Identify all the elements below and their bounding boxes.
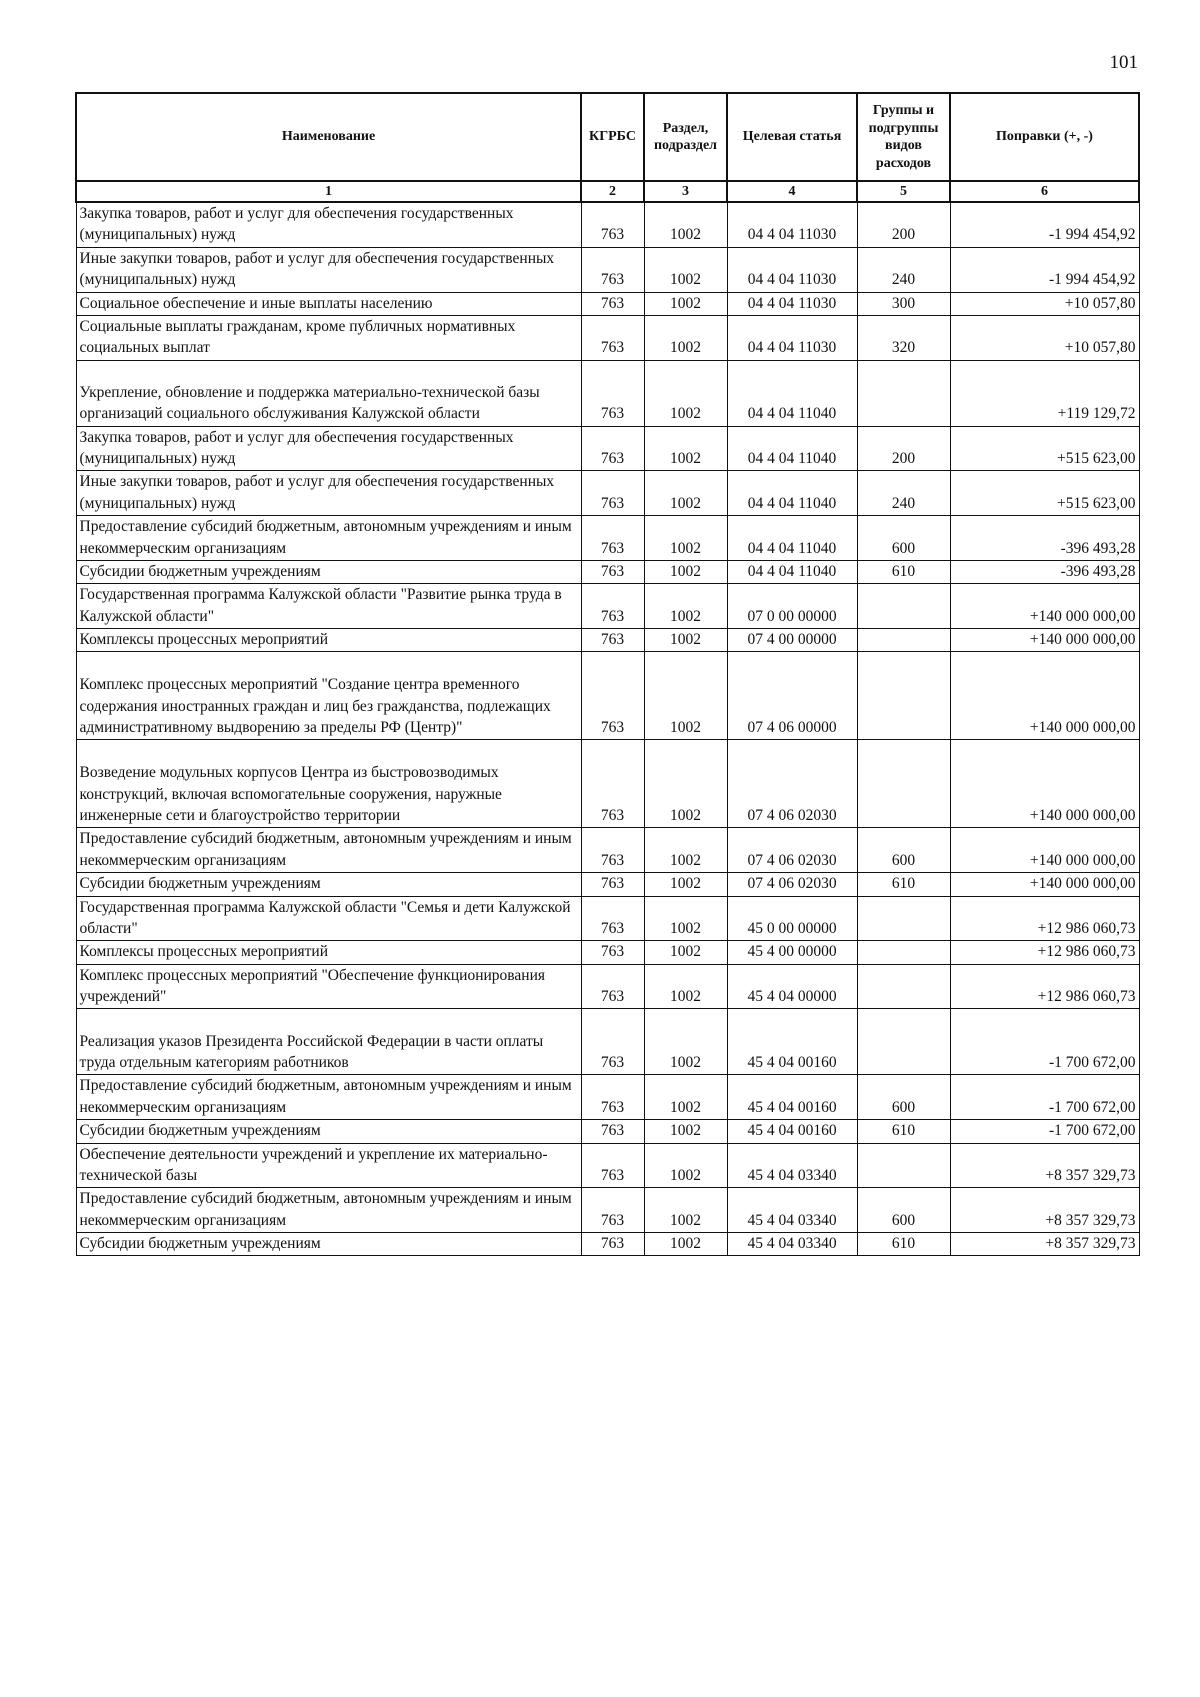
- cell-amount: +140 000 000,00: [950, 652, 1139, 740]
- cell-group: 610: [857, 1120, 950, 1143]
- cell-section: 1002: [644, 1120, 727, 1143]
- cell-kgrbs: 763: [581, 1120, 644, 1143]
- table-row: [76, 1075, 1139, 1120]
- column-number: 4: [727, 181, 857, 202]
- header-group: Группы и подгруппы видов расходов: [857, 93, 950, 181]
- cell-name: Социальное обеспечение и иные выплаты населению: [76, 292, 581, 315]
- cell-name: Комплекс процессных мероприятий "Обеспечение функционирования учреждений": [76, 964, 581, 1009]
- cell-name: Предоставление субсидий бюджетным, автономным учреждениям и иным некоммерческим организациям: [76, 1188, 581, 1233]
- cell-section: 1002: [644, 740, 727, 828]
- cell-name: Субсидии бюджетным учреждениям: [76, 560, 581, 583]
- cell-amount: +140 000 000,00: [950, 740, 1139, 828]
- cell-group: [857, 941, 950, 964]
- table-row: [76, 1233, 1139, 1256]
- cell-amount: +12 986 060,73: [950, 964, 1139, 1009]
- cell-kgrbs: 763: [581, 1143, 644, 1188]
- cell-section: 1002: [644, 292, 727, 315]
- cell-amount: +140 000 000,00: [950, 584, 1139, 629]
- cell-amount: -396 493,28: [950, 516, 1139, 561]
- cell-target: 07 4 06 02030: [727, 740, 857, 828]
- column-number: 2: [581, 181, 644, 202]
- table-header-row: [76, 93, 1139, 181]
- table-row: [76, 516, 1139, 561]
- cell-group: 600: [857, 1075, 950, 1120]
- table-row: [76, 247, 1139, 292]
- table-row: [76, 1009, 1139, 1075]
- cell-kgrbs: 763: [581, 1188, 644, 1233]
- cell-group: [857, 1143, 950, 1188]
- table-row: [76, 471, 1139, 516]
- cell-group: 300: [857, 292, 950, 315]
- cell-group: [857, 652, 950, 740]
- cell-target: 45 4 04 03340: [727, 1188, 857, 1233]
- budget-table: [75, 92, 1140, 1256]
- cell-group: 240: [857, 247, 950, 292]
- cell-section: 1002: [644, 896, 727, 941]
- cell-target: 04 4 04 11040: [727, 471, 857, 516]
- cell-target: 45 4 04 00000: [727, 964, 857, 1009]
- cell-name: Иные закупки товаров, работ и услуг для обеспечения государственных (муниципальных) нужд: [76, 471, 581, 516]
- cell-name: Предоставление субсидий бюджетным, автономным учреждениям и иным некоммерческим организациям: [76, 516, 581, 561]
- cell-name: Государственная программа Калужской области "Развитие рынка труда в Калужской области": [76, 584, 581, 629]
- cell-amount: +8 357 329,73: [950, 1188, 1139, 1233]
- cell-target: 07 4 00 00000: [727, 629, 857, 652]
- cell-kgrbs: 763: [581, 828, 644, 873]
- cell-section: 1002: [644, 360, 727, 426]
- table-row: [76, 740, 1139, 828]
- table-row: [76, 202, 1139, 247]
- table-row: [76, 292, 1139, 315]
- cell-section: 1002: [644, 941, 727, 964]
- cell-target: 45 4 04 00160: [727, 1009, 857, 1075]
- cell-target: 04 4 04 11030: [727, 202, 857, 247]
- cell-section: 1002: [644, 1233, 727, 1256]
- cell-section: 1002: [644, 471, 727, 516]
- cell-kgrbs: 763: [581, 315, 644, 360]
- cell-section: 1002: [644, 1075, 727, 1120]
- column-number: 5: [857, 181, 950, 202]
- cell-amount: +8 357 329,73: [950, 1143, 1139, 1188]
- cell-target: 04 4 04 11040: [727, 560, 857, 583]
- cell-name: Комплексы процессных мероприятий: [76, 941, 581, 964]
- cell-kgrbs: 763: [581, 652, 644, 740]
- table-row: [76, 1120, 1139, 1143]
- table-row: [76, 652, 1139, 740]
- cell-kgrbs: 763: [581, 471, 644, 516]
- cell-amount: +140 000 000,00: [950, 828, 1139, 873]
- cell-kgrbs: 763: [581, 516, 644, 561]
- cell-section: 1002: [644, 828, 727, 873]
- cell-amount: +10 057,80: [950, 292, 1139, 315]
- cell-amount: -396 493,28: [950, 560, 1139, 583]
- cell-group: 320: [857, 315, 950, 360]
- cell-section: 1002: [644, 247, 727, 292]
- cell-target: 04 4 04 11040: [727, 426, 857, 471]
- cell-group: 600: [857, 1188, 950, 1233]
- cell-group: [857, 896, 950, 941]
- cell-target: 04 4 04 11030: [727, 292, 857, 315]
- cell-target: 45 4 00 00000: [727, 941, 857, 964]
- cell-group: [857, 629, 950, 652]
- cell-target: 45 4 04 03340: [727, 1233, 857, 1256]
- cell-section: 1002: [644, 516, 727, 561]
- cell-amount: +140 000 000,00: [950, 629, 1139, 652]
- cell-section: 1002: [644, 584, 727, 629]
- cell-group: 600: [857, 516, 950, 561]
- cell-amount: -1 700 672,00: [950, 1075, 1139, 1120]
- cell-target: 07 4 06 02030: [727, 873, 857, 896]
- cell-name: Возведение модульных корпусов Центра из быстровозводимых конструкций, включая вспомогательные сооружения, наружные инженерные сети и благоустройство территории: [76, 740, 581, 828]
- cell-group: 600: [857, 828, 950, 873]
- cell-amount: +12 986 060,73: [950, 896, 1139, 941]
- cell-kgrbs: 763: [581, 202, 644, 247]
- cell-name: Укрепление, обновление и поддержка материально-технической базы организаций социального обслуживания Калужской области: [76, 360, 581, 426]
- cell-group: 200: [857, 426, 950, 471]
- cell-target: 07 4 06 02030: [727, 828, 857, 873]
- cell-group: [857, 1009, 950, 1075]
- cell-kgrbs: 763: [581, 560, 644, 583]
- cell-name: Реализация указов Президента Российской Федерации в части оплаты труда отдельным категориям работников: [76, 1009, 581, 1075]
- column-number-row: [76, 181, 1139, 202]
- cell-amount: +515 623,00: [950, 426, 1139, 471]
- cell-name: Иные закупки товаров, работ и услуг для обеспечения государственных (муниципальных) нужд: [76, 247, 581, 292]
- table-row: [76, 360, 1139, 426]
- table-row: [76, 629, 1139, 652]
- cell-section: 1002: [644, 560, 727, 583]
- cell-section: 1002: [644, 629, 727, 652]
- cell-section: 1002: [644, 964, 727, 1009]
- cell-target: 45 4 04 00160: [727, 1120, 857, 1143]
- cell-name: Социальные выплаты гражданам, кроме публичных нормативных социальных выплат: [76, 315, 581, 360]
- cell-kgrbs: 763: [581, 1075, 644, 1120]
- cell-kgrbs: 763: [581, 1009, 644, 1075]
- cell-kgrbs: 763: [581, 964, 644, 1009]
- table-body: [76, 202, 1139, 1256]
- cell-amount: -1 700 672,00: [950, 1120, 1139, 1143]
- column-number: 1: [76, 181, 581, 202]
- cell-name: Комплекс процессных мероприятий "Создание центра временного содержания иностранных граждан и лиц без гражданства, подлежащих административному выдворению за пределы РФ (Центр)": [76, 652, 581, 740]
- table-row: [76, 1188, 1139, 1233]
- cell-target: 45 4 04 03340: [727, 1143, 857, 1188]
- cell-target: 04 4 04 11030: [727, 247, 857, 292]
- cell-name: Закупка товаров, работ и услуг для обеспечения государственных (муниципальных) нужд: [76, 426, 581, 471]
- cell-amount: -1 994 454,92: [950, 202, 1139, 247]
- cell-group: 610: [857, 1233, 950, 1256]
- cell-amount: +10 057,80: [950, 315, 1139, 360]
- table-row: [76, 941, 1139, 964]
- cell-target: 04 4 04 11040: [727, 516, 857, 561]
- cell-group: [857, 584, 950, 629]
- cell-amount: -1 994 454,92: [950, 247, 1139, 292]
- cell-section: 1002: [644, 315, 727, 360]
- cell-group: 240: [857, 471, 950, 516]
- cell-target: 45 4 04 00160: [727, 1075, 857, 1120]
- cell-target: 45 0 00 00000: [727, 896, 857, 941]
- cell-kgrbs: 763: [581, 1233, 644, 1256]
- cell-section: 1002: [644, 873, 727, 896]
- cell-kgrbs: 763: [581, 426, 644, 471]
- cell-name: Предоставление субсидий бюджетным, автономным учреждениям и иным некоммерческим организациям: [76, 828, 581, 873]
- cell-name: Комплексы процессных мероприятий: [76, 629, 581, 652]
- cell-section: 1002: [644, 1188, 727, 1233]
- cell-name: Обеспечение деятельности учреждений и укрепление их материально-технической базы: [76, 1143, 581, 1188]
- cell-group: 610: [857, 873, 950, 896]
- cell-name: Закупка товаров, работ и услуг для обеспечения государственных (муниципальных) нужд: [76, 202, 581, 247]
- cell-target: 07 0 00 00000: [727, 584, 857, 629]
- header-section: Раздел, подраздел: [644, 93, 727, 181]
- table-row: [76, 896, 1139, 941]
- header-amount: Поправки (+, -): [950, 93, 1139, 181]
- cell-name: Субсидии бюджетным учреждениям: [76, 1120, 581, 1143]
- cell-name: Предоставление субсидий бюджетным, автономным учреждениям и иным некоммерческим организациям: [76, 1075, 581, 1120]
- cell-group: [857, 360, 950, 426]
- column-number: 6: [950, 181, 1139, 202]
- cell-amount: +119 129,72: [950, 360, 1139, 426]
- cell-name: Государственная программа Калужской области "Семья и дети Калужской области": [76, 896, 581, 941]
- cell-amount: +12 986 060,73: [950, 941, 1139, 964]
- cell-name: Субсидии бюджетным учреждениям: [76, 873, 581, 896]
- table-row: [76, 315, 1139, 360]
- cell-amount: +8 357 329,73: [950, 1233, 1139, 1256]
- cell-group: [857, 964, 950, 1009]
- cell-amount: -1 700 672,00: [950, 1009, 1139, 1075]
- header-name: Наименование: [76, 93, 581, 181]
- column-number: 3: [644, 181, 727, 202]
- cell-amount: +515 623,00: [950, 471, 1139, 516]
- table-row: [76, 584, 1139, 629]
- table-row: [76, 873, 1139, 896]
- cell-kgrbs: 763: [581, 247, 644, 292]
- cell-kgrbs: 763: [581, 584, 644, 629]
- cell-group: 200: [857, 202, 950, 247]
- cell-section: 1002: [644, 1143, 727, 1188]
- cell-name: Субсидии бюджетным учреждениям: [76, 1233, 581, 1256]
- cell-target: 04 4 04 11040: [727, 360, 857, 426]
- table-row: [76, 964, 1139, 1009]
- table-row: [76, 426, 1139, 471]
- cell-group: [857, 740, 950, 828]
- page-number: 101: [1109, 52, 1138, 73]
- cell-kgrbs: 763: [581, 629, 644, 652]
- header-kgrbs: КГРБС: [581, 93, 644, 181]
- table-row: [76, 560, 1139, 583]
- cell-kgrbs: 763: [581, 292, 644, 315]
- cell-section: 1002: [644, 652, 727, 740]
- cell-section: 1002: [644, 202, 727, 247]
- cell-kgrbs: 763: [581, 740, 644, 828]
- cell-target: 04 4 04 11030: [727, 315, 857, 360]
- table-row: [76, 828, 1139, 873]
- table-row: [76, 1143, 1139, 1188]
- header-target: Целевая статья: [727, 93, 857, 181]
- cell-section: 1002: [644, 1009, 727, 1075]
- cell-kgrbs: 763: [581, 896, 644, 941]
- cell-target: 07 4 06 00000: [727, 652, 857, 740]
- cell-kgrbs: 763: [581, 873, 644, 896]
- cell-amount: +140 000 000,00: [950, 873, 1139, 896]
- cell-section: 1002: [644, 426, 727, 471]
- cell-kgrbs: 763: [581, 941, 644, 964]
- cell-kgrbs: 763: [581, 360, 644, 426]
- cell-group: 610: [857, 560, 950, 583]
